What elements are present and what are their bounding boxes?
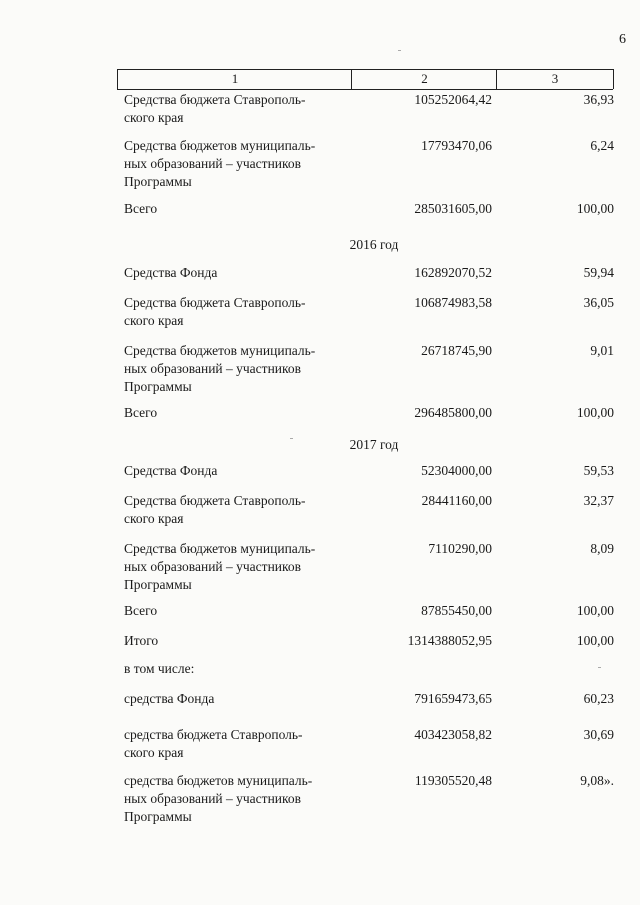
header-col-2: 2 (351, 69, 497, 89)
row-percent: 9,01 (590, 343, 614, 358)
row-label: Средства бюджета Ставрополь- ского края (124, 493, 306, 526)
row-percent: 30,69 (583, 727, 614, 742)
row-label: Всего (124, 603, 158, 618)
row-amount: 26718745,90 (421, 343, 492, 358)
row-label: Всего (124, 201, 158, 216)
row-percent: 100,00 (576, 603, 614, 618)
year-heading: 2017 год (349, 437, 399, 452)
row-label: Средства бюджетов муниципаль- ных образований – участников Программы (124, 541, 316, 592)
row-amount: 87855450,00 (421, 603, 492, 618)
header-bottom-border (117, 89, 613, 90)
row-percent: 100,00 (576, 405, 614, 420)
row-label: Средства бюджетов муниципаль- ных образований – участников Программы (124, 138, 316, 189)
row-percent: 100,00 (576, 201, 614, 216)
row-percent: 8,09 (590, 541, 614, 556)
row-amount: 162892070,52 (414, 265, 492, 280)
row-label: средства бюджетов муниципаль- ных образований – участников Программы (124, 773, 313, 824)
row-amount: 106874983,58 (414, 295, 492, 310)
year-heading: 2016 год (349, 237, 399, 252)
row-amount: 105252064,42 (414, 92, 492, 107)
row-amount: 403423058,82 (414, 727, 492, 742)
row-label: средства бюджета Ставрополь- ского края (124, 727, 303, 760)
row-label: Средства Фонда (124, 463, 218, 478)
row-amount: 7110290,00 (428, 541, 492, 556)
row-amount: 52304000,00 (421, 463, 492, 478)
row-percent: 100,00 (576, 633, 614, 648)
page-number: 6 (619, 32, 626, 47)
header-col-3: 3 (496, 69, 614, 89)
row-label: Средства бюджета Ставрополь- ского края (124, 295, 306, 328)
row-label: средства Фонда (124, 691, 215, 706)
row-label: Средства Фонда (124, 265, 218, 280)
scan-mark (398, 50, 401, 51)
scan-mark (290, 438, 293, 439)
row-label: в том числе: (124, 661, 195, 676)
row-percent: 36,05 (583, 295, 614, 310)
row-percent: 9,08». (580, 773, 614, 788)
row-label: Всего (124, 405, 158, 420)
header-col-1: 1 (117, 69, 352, 89)
row-percent: 32,37 (583, 493, 614, 508)
row-amount: 28441160,00 (421, 493, 492, 508)
row-amount: 296485800,00 (414, 405, 492, 420)
row-percent: 59,53 (583, 463, 614, 478)
scan-mark (598, 667, 601, 668)
row-percent: 59,94 (583, 265, 614, 280)
row-label: Средства бюджета Ставрополь- ского края (124, 92, 306, 125)
row-label: Итого (124, 633, 159, 648)
row-percent: 6,24 (590, 138, 614, 153)
row-label: Средства бюджетов муниципаль- ных образований – участников Программы (124, 343, 316, 394)
row-percent: 36,93 (583, 92, 614, 107)
row-amount: 17793470,06 (421, 138, 492, 153)
row-amount: 119305520,48 (414, 773, 492, 788)
row-amount: 791659473,65 (414, 691, 492, 706)
row-amount: 1314388052,95 (407, 633, 492, 648)
row-amount: 285031605,00 (414, 201, 492, 216)
row-percent: 60,23 (583, 691, 614, 706)
